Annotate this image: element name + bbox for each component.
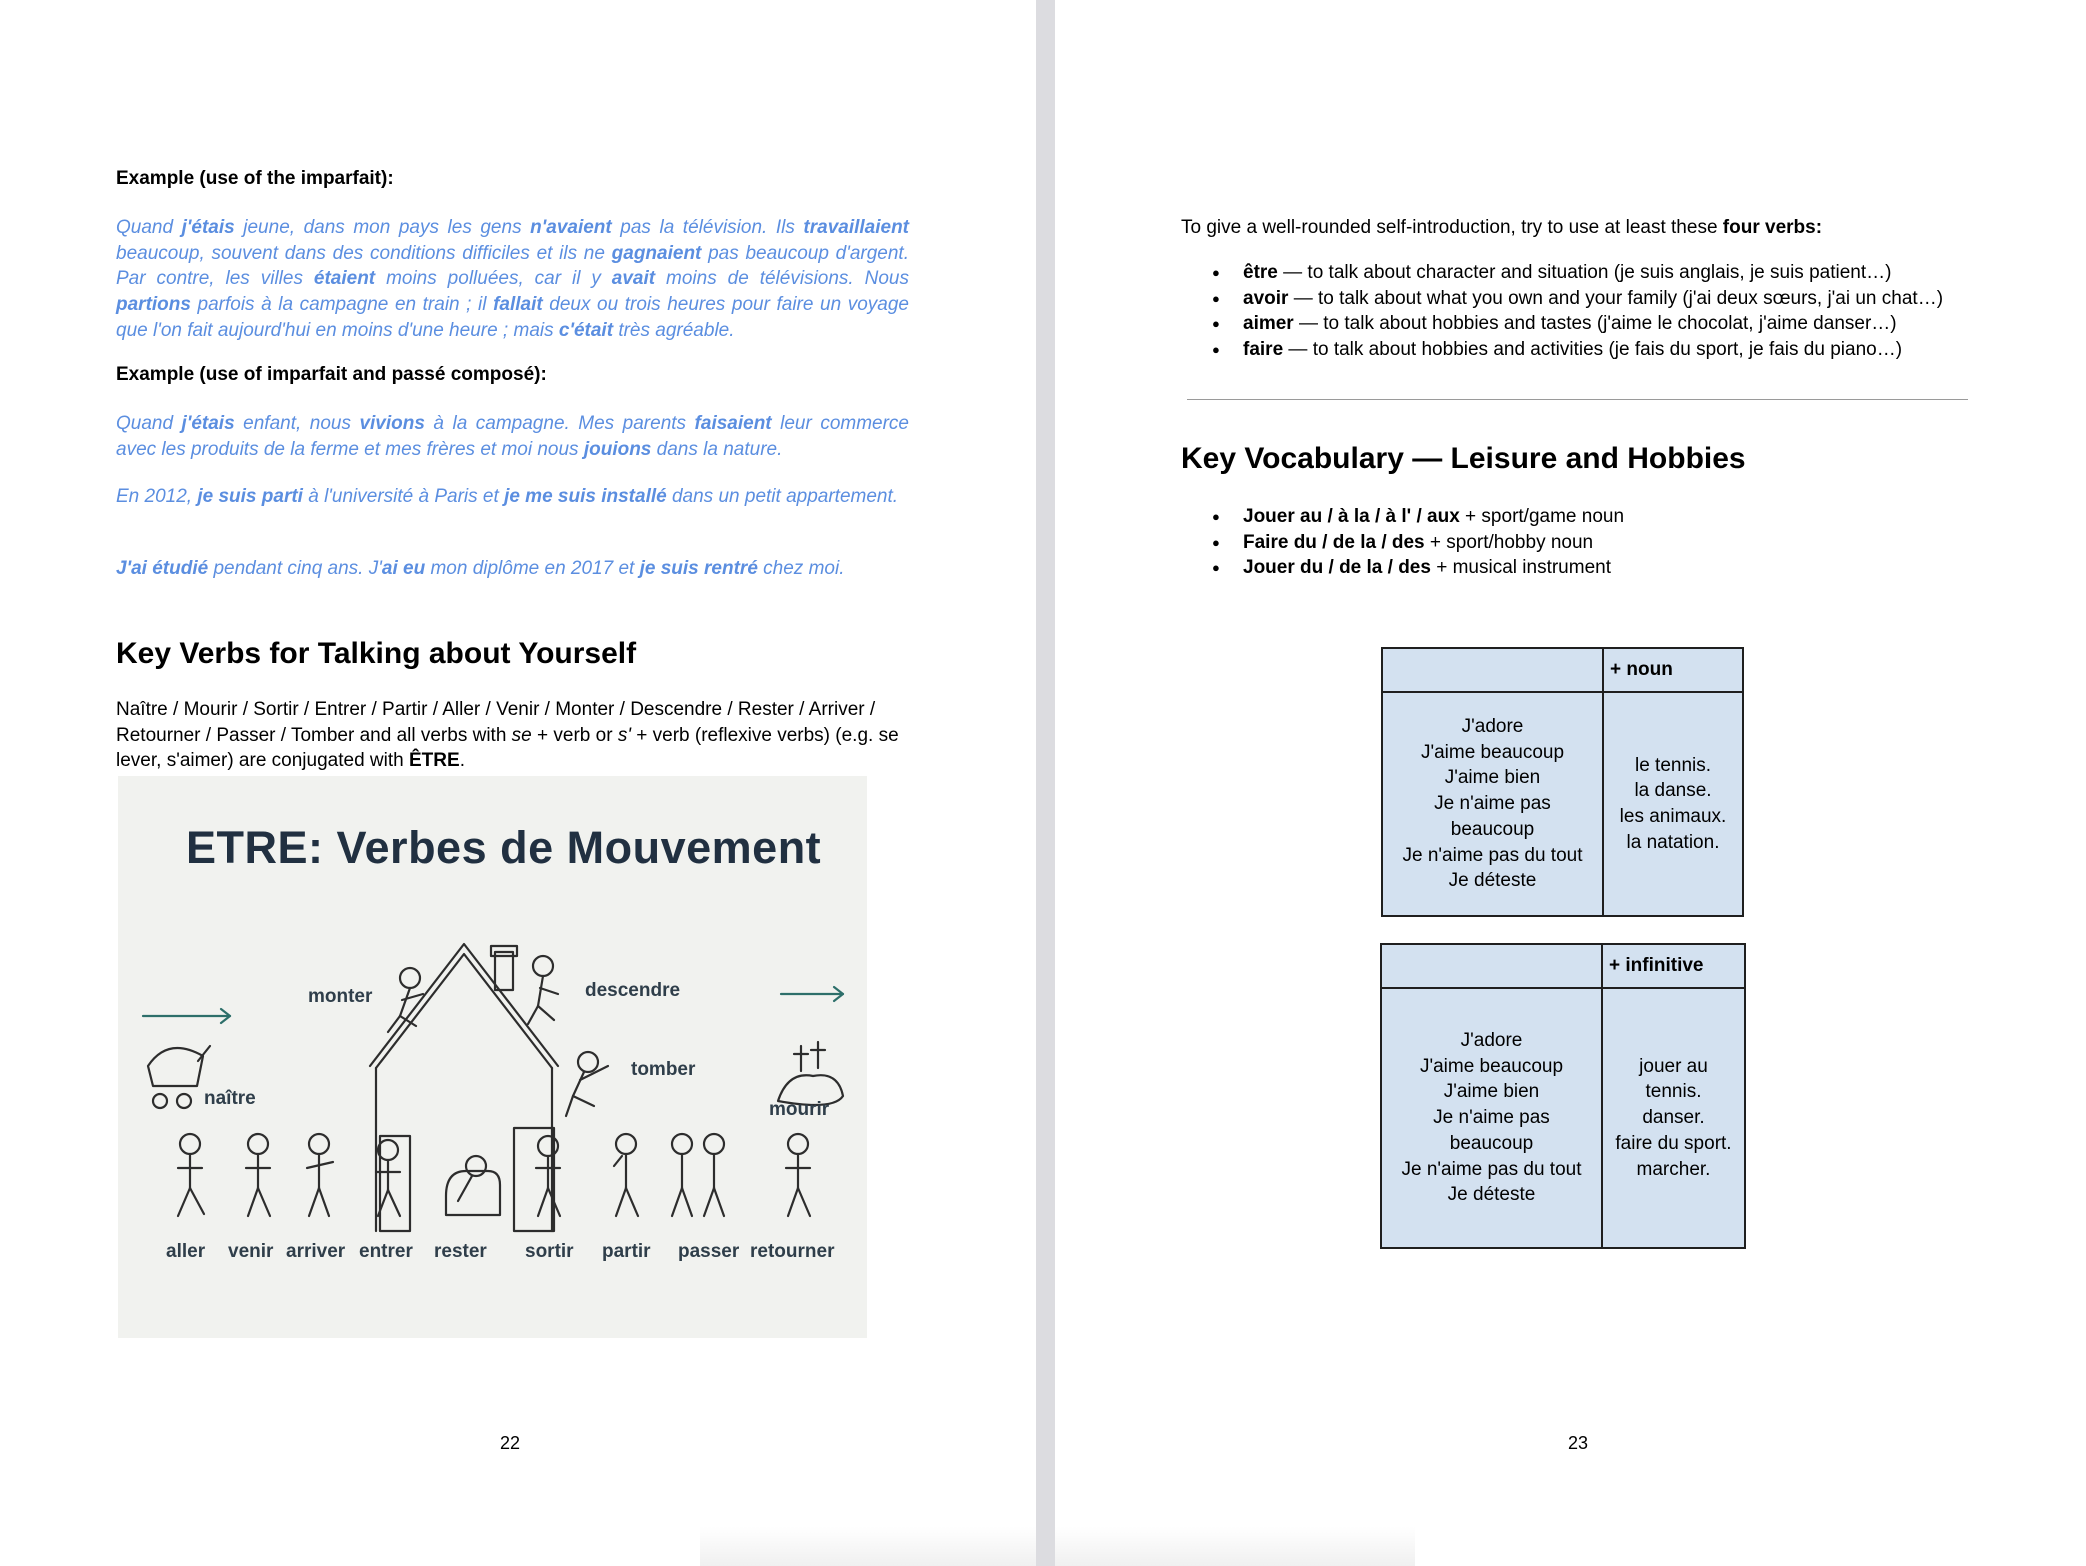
- bold-run: n'avaient: [530, 217, 612, 238]
- cell-line: Je n'aime pas du tout: [1402, 844, 1583, 866]
- list-item-term: Faire du / de la / des: [1243, 531, 1425, 553]
- text-run: Naître / Mourir / Sortir / Entrer / Partir / Aller / Venir / Monter / Descendre / Rester / Arriver / Retourner / Passer / Tomber and all verbs with: [116, 699, 876, 746]
- text-run: chez moi.: [757, 558, 845, 579]
- list-item-text: + musical instrument: [1430, 557, 1611, 579]
- list-item-text: — to talk about hobbies and tastes (j'aime le chocolat, j'aime danser…): [1293, 313, 1897, 335]
- example1-heading: Example (use of the imparfait):: [116, 168, 394, 189]
- vocabulary-list: [1212, 504, 1912, 581]
- cell-line: tennis.: [1645, 1081, 1702, 1103]
- text-run: En 2012,: [116, 486, 198, 507]
- list-item: [1212, 337, 2052, 363]
- cell-line: J'adore: [1460, 1030, 1523, 1052]
- grave-drawing: [778, 1042, 843, 1105]
- label-rester: rester: [434, 1241, 487, 1262]
- infinitive-table: [1380, 943, 1746, 1249]
- cell-line: faire du sport.: [1615, 1132, 1732, 1154]
- label-retourner: retourner: [750, 1241, 835, 1262]
- cell-line: la danse.: [1634, 780, 1712, 802]
- list-item-term: aimer: [1243, 313, 1294, 335]
- noun-table-left-cell: [1382, 692, 1603, 916]
- text-run: moins de télévisions. Nous: [655, 268, 909, 290]
- infinitive-table-header-empty: [1381, 944, 1602, 988]
- list-item-term: avoir: [1243, 287, 1289, 309]
- text-run: à la campagne. Mes parents: [424, 413, 695, 434]
- cell-line: beaucoup: [1450, 818, 1535, 840]
- infinitive-table-right-cell: [1602, 988, 1745, 1248]
- cell-line: le tennis.: [1634, 754, 1712, 776]
- cell-line: danser.: [1642, 1107, 1705, 1129]
- label-entrer: entrer: [359, 1241, 413, 1262]
- label-tomber: tomber: [631, 1059, 696, 1080]
- label-mourir: mourir: [769, 1099, 830, 1120]
- noun-table-header-empty: [1382, 648, 1603, 692]
- cell-line: Je déteste: [1448, 870, 1537, 892]
- list-item-text: — to talk about character and situation (je suis anglais, je suis patient…): [1277, 262, 1892, 283]
- text-run: mon diplôme en 2017 et: [425, 558, 640, 579]
- label-sortir: sortir: [525, 1241, 574, 1262]
- bold-run: je suis rentré: [639, 558, 758, 579]
- text-run: .: [459, 750, 465, 772]
- cell-line: J'aime beaucoup: [1420, 741, 1565, 763]
- example1-paragraph: [116, 215, 909, 344]
- bold-run: J'ai étudié: [116, 558, 209, 579]
- intro-paragraph: [1181, 215, 1981, 241]
- text-run: dans la nature.: [651, 438, 783, 460]
- cell-line: J'aime beaucoup: [1419, 1055, 1564, 1077]
- list-item: [1212, 311, 2052, 337]
- page-number-right: 23: [1568, 1433, 1589, 1453]
- house-drawing: [370, 944, 558, 1231]
- label-descendre: descendre: [585, 980, 681, 1001]
- text-run: parfois à la campagne en train ; il: [190, 294, 494, 316]
- key-verbs-paragraph: [116, 697, 906, 774]
- figure-row: [178, 1134, 810, 1216]
- label-naitre: naître: [204, 1088, 256, 1109]
- text-run: Quand: [116, 413, 182, 434]
- list-item-text: + sport/hobby noun: [1424, 531, 1594, 553]
- text-run: pas la télévision. Ils: [611, 217, 804, 238]
- list-item: [1212, 530, 1912, 556]
- section-divider: [1187, 399, 1968, 400]
- cell-line: J'adore: [1461, 716, 1524, 738]
- key-vocabulary-heading: Key Vocabulary — Leisure and Hobbies: [1181, 442, 1746, 475]
- text-run: très agréable.: [613, 319, 735, 341]
- figure-monter: [388, 968, 423, 1032]
- label-arriver: arriver: [286, 1241, 346, 1262]
- text-run: pendant cinq ans. J': [208, 558, 382, 579]
- bold-run: étaient: [313, 268, 376, 290]
- text-run: deux ou trois heures pour faire un voyage que l'on fait aujourd'hui en moins d'une heure ; mais: [116, 294, 909, 341]
- text-run: enfant, nous: [234, 413, 360, 434]
- text-run: leur commerce avec les produits de la ferme et mes frères et moi nous: [116, 413, 909, 460]
- bold-run: j'étais: [181, 413, 235, 434]
- bold-run: je suis parti: [197, 486, 303, 507]
- infinitive-table-header: + infinitive: [1602, 944, 1745, 988]
- bold-run: four verbs:: [1722, 217, 1823, 238]
- bold-run: jouions: [583, 438, 652, 460]
- bold-run: ai eu: [381, 558, 426, 579]
- figure-descendre: [528, 956, 558, 1024]
- italic-run: s': [617, 724, 631, 746]
- bold-run: vivions: [359, 413, 425, 434]
- text-run: à l'université à Paris et: [302, 486, 505, 507]
- list-item-term: faire: [1243, 339, 1284, 361]
- page-shadow-left: [700, 1526, 1036, 1566]
- label-aller: aller: [166, 1241, 206, 1262]
- figure-tomber: [566, 1052, 608, 1116]
- page-number-left: 22: [500, 1433, 521, 1453]
- text-run: beaucoup, souvent dans des conditions difficiles et ils ne: [116, 242, 612, 264]
- text-run: + verb (reflexive verbs) (e.g. se lever, s'aimer) are conjugated with: [116, 724, 899, 772]
- noun-table-header: + noun: [1603, 648, 1743, 692]
- page-right: [1055, 0, 2086, 1566]
- example2-heading: Example (use of imparfait and passé composé):: [116, 364, 547, 385]
- label-passer: passer: [678, 1241, 740, 1262]
- list-item: [1212, 286, 2052, 312]
- four-verbs-list: [1212, 260, 2052, 363]
- bold-run: faisaient: [694, 413, 772, 434]
- list-item-term: être: [1243, 262, 1278, 283]
- label-monter: monter: [308, 986, 373, 1007]
- cell-line: la natation.: [1626, 831, 1720, 853]
- italic-run: se: [511, 724, 532, 746]
- cell-line: Je déteste: [1447, 1184, 1536, 1206]
- cell-line: Je n'aime pas du tout: [1401, 1158, 1582, 1180]
- list-item-text: + sport/game noun: [1459, 506, 1625, 527]
- bold-run: c'était: [558, 319, 614, 341]
- bold-run: ÊTRE: [409, 750, 460, 772]
- cell-line: Je n'aime pas: [1434, 793, 1551, 815]
- text-run: Quand: [116, 217, 182, 238]
- bold-run: fallait: [493, 294, 543, 316]
- label-partir: partir: [602, 1241, 651, 1262]
- list-item-term: Jouer au / à la / à l' / aux: [1243, 506, 1460, 527]
- pram-drawing: [148, 1046, 210, 1108]
- list-item-term: Jouer du / de la / des: [1243, 557, 1431, 579]
- text-run: pas beaucoup d'argent. Par contre, les villes: [116, 242, 909, 290]
- cell-line: les animaux.: [1619, 806, 1727, 827]
- list-item-text: — to talk about what you own and your family (j'ai deux sœurs, j'ai un chat…): [1288, 287, 1944, 309]
- text-run: jeune, dans mon pays les gens: [234, 217, 531, 238]
- cell-line: J'aime bien: [1444, 767, 1541, 789]
- cell-line: jouer au: [1639, 1055, 1708, 1077]
- etre-movement-illustration: [118, 776, 867, 1338]
- cell-line: marcher.: [1636, 1158, 1711, 1180]
- bold-run: gagnaient: [611, 242, 702, 264]
- text-run: + verb or: [531, 724, 618, 746]
- bold-run: partions: [116, 294, 191, 316]
- example2-paragraph-3: [116, 556, 909, 582]
- page-shadow-right: [1055, 1526, 1415, 1566]
- page-left: [0, 0, 1036, 1566]
- cell-line: J'aime bien: [1443, 1081, 1540, 1103]
- infinitive-table-left-cell: [1381, 988, 1602, 1248]
- list-item: [1212, 260, 2052, 286]
- illustration-title: ETRE: Verbes de Mouvement: [186, 822, 822, 873]
- bold-run: j'étais: [181, 217, 235, 238]
- bold-run: je me suis installé: [504, 486, 667, 507]
- noun-table-right-cell: [1603, 692, 1743, 916]
- example2-paragraph-1: [116, 411, 909, 462]
- list-item: [1212, 555, 1912, 581]
- noun-table: [1381, 647, 1744, 917]
- cell-line: beaucoup: [1449, 1132, 1534, 1154]
- example2-paragraph-2: [116, 484, 909, 510]
- list-item: [1212, 504, 1912, 530]
- text-run: dans un petit appartement.: [666, 486, 899, 507]
- list-item-text: — to talk about hobbies and activities (je fais du sport, je fais du piano…): [1283, 339, 1903, 361]
- cell-line: Je n'aime pas: [1433, 1107, 1550, 1129]
- text-run: To give a well-rounded self-introduction, try to use at least these: [1181, 217, 1723, 238]
- key-verbs-heading: Key Verbs for Talking about Yourself: [116, 637, 637, 670]
- bold-run: travaillaient: [803, 217, 910, 238]
- label-venir: venir: [228, 1241, 274, 1262]
- text-run: moins polluées, car il y: [375, 268, 612, 290]
- bold-run: avait: [611, 268, 656, 290]
